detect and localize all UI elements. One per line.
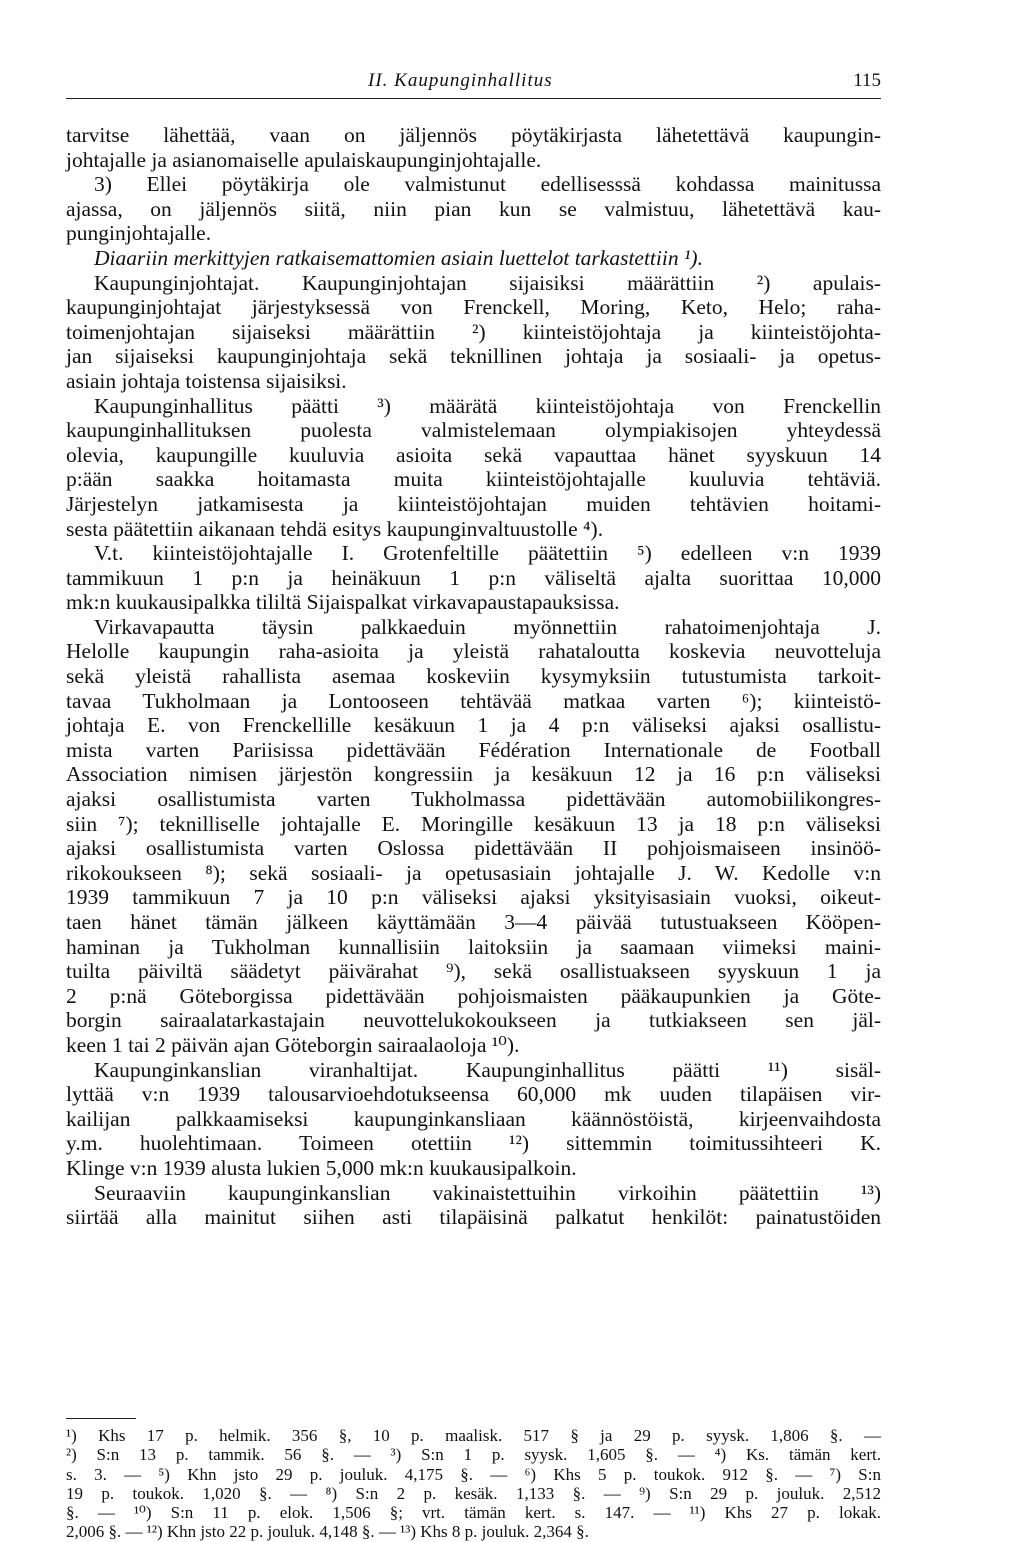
text-line: tavaa Tukholmaan ja Lontooseen tehtävää matkaa varten ⁶); kiinteistö- [66, 688, 881, 713]
text-line: keen 1 tai 2 päivän ajan Göteborgin sairaalaoloja ¹⁰). [66, 1032, 520, 1057]
text-line: mista varten Pariisissa pidettävään Fédération Internationale de Football [66, 737, 881, 762]
text-line: sekä yleistä rahallista asemaa koskeviin kysymyksiin tutustumista tarkoit- [66, 664, 881, 689]
text-line: taen hänet tämän jälkeen käyttämään 3—4 päivää tutustuakseen Kööpen- [66, 910, 881, 934]
text-line: Association nimisen järjestön kongressiin ja kesäkuun 12 ja 16 p:n väliseksi [66, 762, 881, 787]
text-line: jan sijaiseksi kaupunginjohtaja sekä teknillinen johtaja ja sosiaali- ja opetus- [66, 344, 881, 369]
text-line: ajassa, on jäljennös siitä, niin pian kun se valmistuu, lähetettävä kau- [66, 196, 881, 221]
text-line: siin ⁷); teknilliselle johtajalle E. Moringille kesäkuun 13 ja 18 p:n väliseksi [66, 811, 881, 836]
footnote-line: s. 3. — ⁵) Khn jsto 29 p. jouluk. 4,175 §. — ⁶) Khs 5 p. toukok. 912 §. — ⁷) S:n [66, 1464, 881, 1484]
footnote-divider [66, 1418, 136, 1419]
text-line: borgin sairaalatarkastajain neuvottelukokoukseen ja tutkiakseen sen jäl- [66, 1008, 881, 1033]
page-number: 115 [853, 70, 881, 91]
text-line: Seuraaviin kaupunginkanslian vakinaistettuihin virkoihin päätettiin ¹³) [94, 1180, 881, 1205]
running-header [66, 62, 881, 99]
text-line: johtaja E. von Frenckellille kesäkuun 1 ja 4 p:n väliseksi ajaksi osallistu- [66, 713, 881, 738]
text-line: Kaupunginhallitus päätti ³) määrätä kiinteistöjohtaja von Frenckellin [94, 393, 881, 418]
text-line: tarvitse lähettää, vaan on jäljennös pöytäkirjasta lähetettävä kaupungin- [66, 123, 881, 147]
text-line: punginjohtajalle. [66, 221, 212, 246]
text-line: johtajalle ja asianomaiselle apulaiskaupunginjohtajalle. [66, 147, 542, 172]
text-line: V.t. kiinteistöjohtajalle I. Grotenfeltille päätettiin ⁵) edelleen v:n 1939 [94, 541, 881, 566]
text-line: haminan ja Tukholman kunnallisiin laitoksiin ja saamaan viimeksi maini- [66, 934, 881, 959]
text-line: Kaupunginkanslian viranhaltijat. Kaupunginhallitus päätti ¹¹) sisäl- [94, 1057, 881, 1082]
footnote-line: ²) S:n 13 p. tammik. 56 §. — ³) S:n 1 p. syysk. 1,605 §. — ⁴) Ks. tämän kert. [66, 1445, 881, 1465]
footnote-line: 2,006 §. — ¹²) Khn jsto 22 p. jouluk. 4,148 §. — ¹³) Khs 8 p. jouluk. 2,364 §. [66, 1522, 589, 1542]
footnotes [66, 1426, 881, 1542]
text-line: lyttää v:n 1939 talousarvioehdotukseensa 60,000 mk uuden tilapäisen vir- [66, 1082, 881, 1107]
text-line: sesta päätettiin aikanaan tehdä esitys kaupunginvaltuustolle ⁴). [66, 516, 604, 541]
text-line: tammikuun 1 p:n ja heinäkuun 1 p:n väliseltä ajalta suorittaa 10,000 [66, 565, 881, 590]
text-line: mk:n kuukausipalkka tililtä Sijaispalkat virkavapaustapauksissa. [66, 590, 620, 615]
section-title: II. Kaupunginhallitus [368, 70, 553, 91]
footnote-line: 19 p. toukok. 1,020 §. — ⁸) S:n 2 p. kesäk. 1,133 §. — ⁹) S:n 29 p. jouluk. 2,512 [66, 1483, 881, 1503]
text-line: ajaksi osallistumista varten Oslossa pidettävään II pohjoismaiseen insinöö- [66, 836, 881, 861]
text-line: ajaksi osallistumista varten Tukholmassa pidettävään automobiilikongres- [66, 787, 881, 812]
text-line: kaupunginhallituksen puolesta valmistelemaan olympiakisojen yhteydessä [66, 418, 881, 443]
text-line: Klinge v:n 1939 alusta lukien 5,000 mk:n kuukausipalkoin. [66, 1155, 577, 1180]
text-line: tuilta päiviltä säädetyt päivärahat ⁹), sekä osallistuakseen syyskuun 1 ja [66, 959, 881, 984]
text-line: Diaariin merkittyjen ratkaisemattomien asiain luettelot tarkastettiin ¹). [94, 245, 703, 270]
text-line: 3) Ellei pöytäkirja ole valmistunut edellisesssä kohdassa mainitussa [94, 172, 881, 197]
footnote-line: ¹) Khs 17 p. helmik. 356 §, 10 p. maalisk. 517 § ja 29 p. syysk. 1,806 §. — [66, 1426, 881, 1445]
text-line: Kaupunginjohtajat. Kaupunginjohtajan sijaisiksi määrättiin ²) apulais- [94, 270, 881, 295]
footnote-line: §. — ¹⁰) S:n 11 p. elok. 1,506 §; vrt. tämän kert. s. 147. — ¹¹) Khs 27 p. lokak. [66, 1503, 881, 1523]
text-line: y.m. huolehtimaan. Toimeen otettiin ¹²) sittemmin toimitussihteeri K. [66, 1131, 881, 1156]
text-line: toimenjohtajan sijaiseksi määrättiin ²) kiinteistöjohtaja ja kiinteistöjohta- [66, 319, 881, 344]
text-line: Helolle kaupungin raha-asioita ja yleistä rahataloutta koskevia neuvotteluja [66, 639, 881, 664]
text-line: 2 p:nä Göteborgissa pidettävään pohjoismaisten pääkaupunkien ja Göte- [66, 983, 881, 1008]
text-line: kaupunginjohtajat järjestyksessä von Frenckell, Moring, Keto, Helo; raha- [66, 295, 881, 320]
text-line: Järjestelyn jatkamisesta ja kiinteistöjohtajan muiden tehtävien hoitami- [66, 491, 881, 516]
text-line: siirtää alla mainitut siihen asti tilapäisinä palkatut henkilöt: painatustöiden [66, 1205, 881, 1230]
text-line: kailijan palkkaamiseksi kaupunginkansliaan käännöstöistä, kirjeenvaihdosta [66, 1106, 881, 1131]
text-line: Virkavapautta täysin palkkaeduin myönnettiin rahatoimenjohtaja J. [94, 614, 881, 639]
text-line: p:ään saakka hoitamasta muita kiinteistöjohtajalle kuuluvia tehtäviä. [66, 467, 881, 492]
text-line: rikokoukseen ⁸); sekä sosiaali- ja opetusasiain johtajalle J. W. Kedolle v:n [66, 860, 881, 885]
text-line: 1939 tammikuun 7 ja 10 p:n väliseksi ajaksi yksityisasiain vuoksi, oikeut- [66, 885, 881, 910]
body-text [66, 123, 881, 1230]
text-line: asiain johtaja toistensa sijaisiksi. [66, 368, 347, 393]
text-line: olevia, kaupungille kuuluvia asioita sekä vapauttaa hänet syyskuun 14 [66, 442, 881, 467]
